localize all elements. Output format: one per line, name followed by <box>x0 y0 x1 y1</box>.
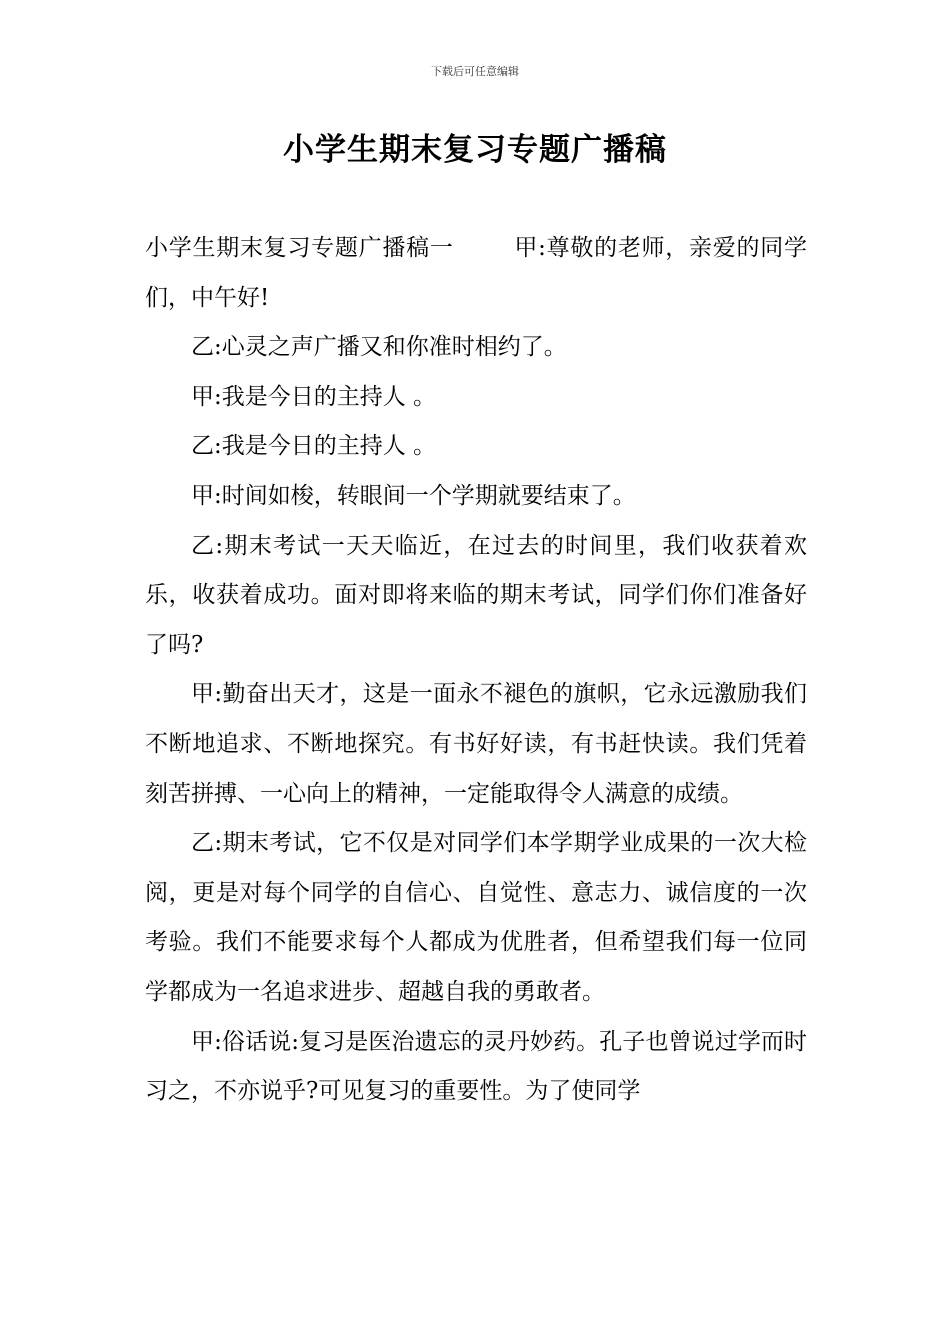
paragraph-first-text: 甲:尊敬的老师，亲爱的同学们，中午好! <box>145 235 807 311</box>
paragraph: 乙:期末考试一天天临近，在过去的时间里，我们收获着欢乐，收获着成功。面对即将来临的期末考试，同学们你们准备好了吗? <box>145 532 807 658</box>
document-title: 小学生期末复习专题广播稿 <box>283 132 667 168</box>
paragraph: 甲:时间如梭，转眼间一个学期就要结束了。 <box>191 482 636 509</box>
paragraph: 甲:勤奋出天才，这是一面永不褪色的旗帜，它永远激励我们不断地追求、不断地探究。有书好好读，有书赶快读。我们凭着刻苦拼搏、一心向上的精神，一定能取得令人满意的成绩。 <box>145 681 807 807</box>
paragraph: 乙:心灵之声广播又和你准时相约了。 <box>191 334 567 361</box>
document-body <box>145 224 807 1117</box>
header-note: 下载后可任意编辑 <box>431 65 519 78</box>
paragraph: 甲:我是今日的主持人 。 <box>191 383 437 410</box>
paragraph-first <box>145 224 807 323</box>
paragraph: 乙:期末考试，它不仅是对同学们本学期学业成果的一次大检阅，更是对每个同学的自信心、自觉性、意志力、诚信度的一次考验。我们不能要求每个人都成为优胜者，但希望我们每一位同学都成为一名追求进步、超越自我的勇敢者。 <box>145 830 807 1005</box>
subtitle-lead: 小学生期末复习专题广播稿一 <box>145 235 454 261</box>
paragraph: 甲:俗话说:复习是医治遗忘的灵丹妙药。孔子也曾说过学而时习之，不亦说乎?可见复习的重要性。为了使同学 <box>145 1028 807 1105</box>
paragraph: 乙:我是今日的主持人 。 <box>191 433 437 460</box>
